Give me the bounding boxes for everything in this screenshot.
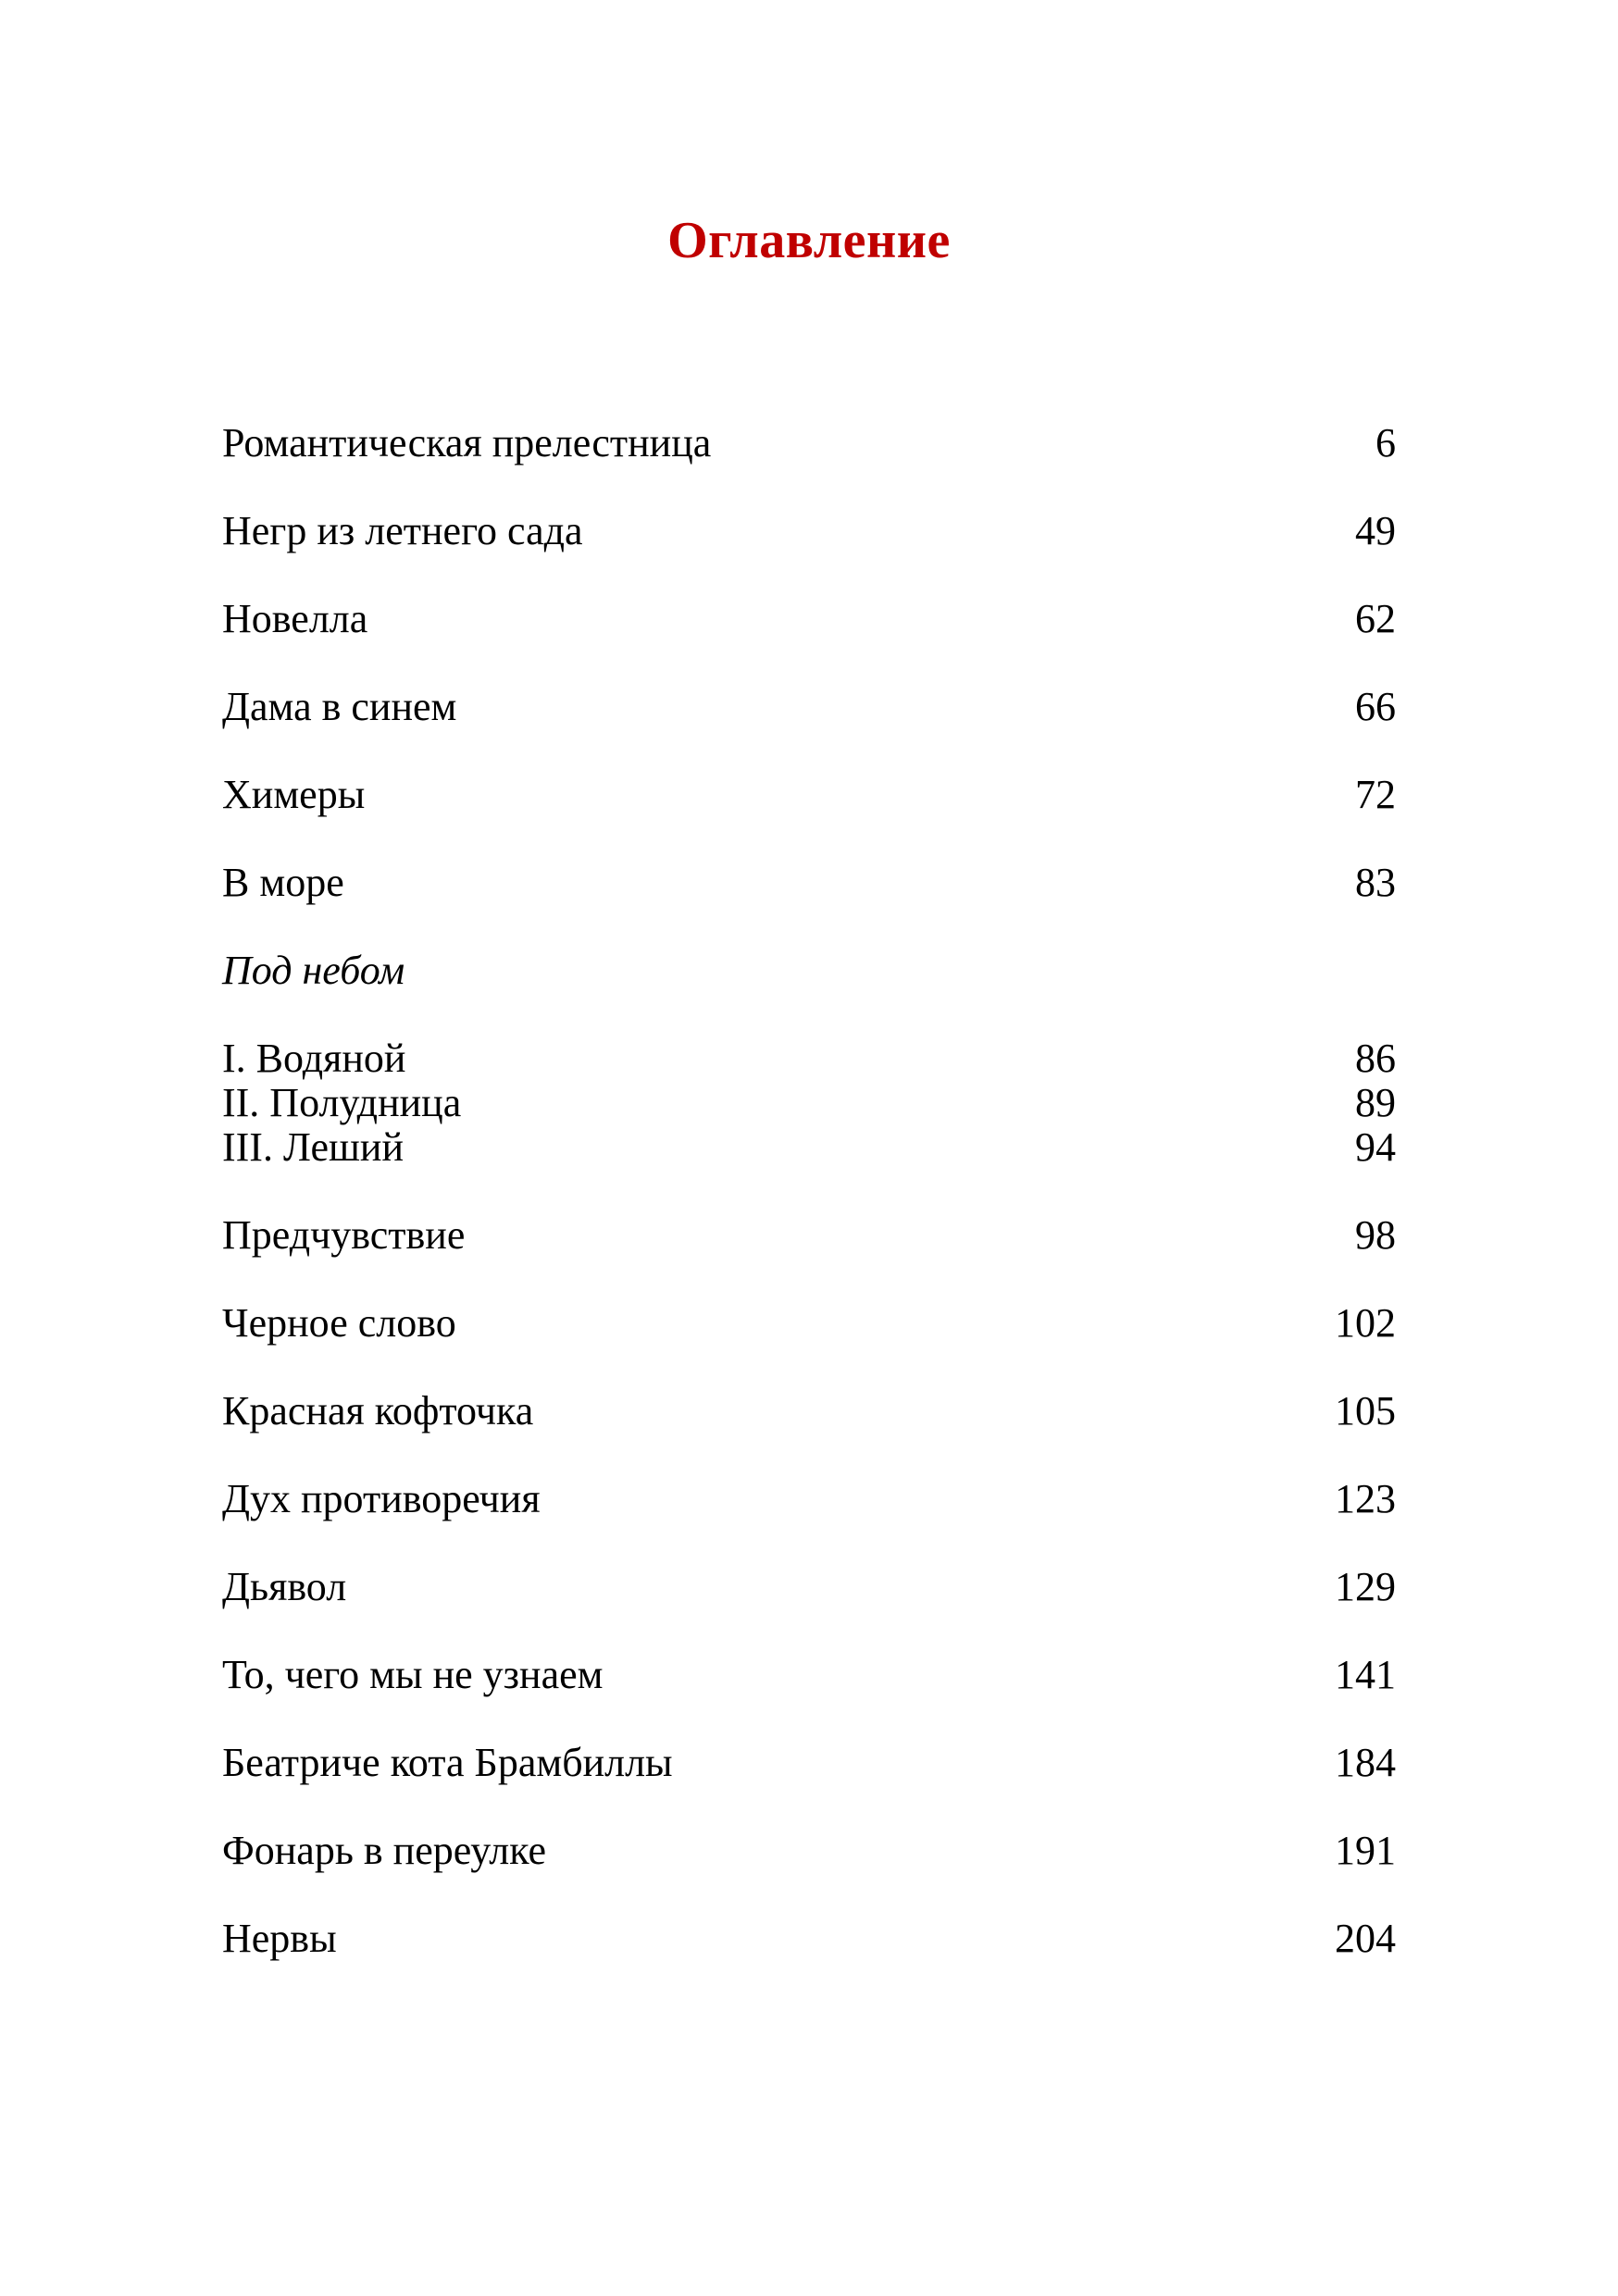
toc-entry-page-number: 72	[1355, 772, 1396, 817]
toc-entry-page-number: 204	[1335, 1916, 1396, 1961]
toc-entry-page-number: 191	[1335, 1828, 1396, 1873]
toc-entry-title: Новелла	[222, 596, 368, 641]
toc-list	[222, 421, 1396, 1961]
page-title: Оглавление	[667, 212, 951, 269]
toc-entry	[222, 421, 1396, 465]
toc-entry	[222, 949, 1396, 993]
toc-entry-page-number: 62	[1355, 596, 1396, 641]
toc-entry-page-number: 49	[1355, 508, 1396, 553]
toc-entry-page-number: 86	[1355, 1036, 1396, 1081]
toc-entry-title: Под небом	[222, 948, 405, 993]
toc-entry-page-number: 98	[1355, 1212, 1396, 1258]
toc-entry	[222, 1389, 1396, 1433]
toc-entry-title: Черное слово	[222, 1300, 456, 1346]
toc-entry	[222, 1036, 1396, 1081]
toc-entry-title: Красная кофточка	[222, 1388, 534, 1433]
toc-entry-page-number: 66	[1355, 684, 1396, 729]
toc-entry-page-number: 94	[1355, 1124, 1396, 1170]
toc-entry-title: Фонарь в переулке	[222, 1828, 547, 1873]
toc-entry-page-number: 89	[1355, 1080, 1396, 1125]
toc-entry	[222, 773, 1396, 817]
toc-entry	[222, 1081, 1396, 1125]
toc-entry-title: В море	[222, 860, 344, 905]
toc-entry-title: III. Леший	[222, 1124, 404, 1170]
toc-entry	[222, 1565, 1396, 1609]
toc-entry	[222, 1125, 1396, 1170]
toc-entry-page-number: 184	[1335, 1740, 1396, 1785]
toc-entry-title: Негр из летнего сада	[222, 508, 583, 553]
toc-entry-page-number: 123	[1335, 1476, 1396, 1521]
toc-entry-title: I. Водяной	[222, 1036, 406, 1081]
toc-entry-title: Беатриче кота Брамбиллы	[222, 1740, 673, 1785]
toc-entry-title: Романтическая прелестница	[222, 420, 712, 465]
toc-entry-title: II. Полудница	[222, 1080, 462, 1125]
toc-entry-page-number: 6	[1375, 420, 1396, 465]
toc-entry	[222, 1213, 1396, 1258]
toc-entry-title: Предчувствие	[222, 1212, 466, 1258]
toc-entry	[222, 1741, 1396, 1785]
toc-entry-page-number: 105	[1335, 1388, 1396, 1433]
toc-entry-title: Дьявол	[222, 1564, 347, 1609]
toc-entry-page-number: 102	[1335, 1300, 1396, 1346]
toc-entry	[222, 1829, 1396, 1873]
toc-entry	[222, 1301, 1396, 1346]
toc-entry-title: Дама в синем	[222, 684, 457, 729]
toc-entry-page-number: 141	[1335, 1652, 1396, 1697]
toc-entry	[222, 1917, 1396, 1961]
toc-entry	[222, 597, 1396, 641]
toc-entry-title: Химеры	[222, 772, 366, 817]
toc-entry	[222, 861, 1396, 905]
toc-entry	[222, 1653, 1396, 1697]
toc-entry-title: То, чего мы не узнаем	[222, 1652, 604, 1697]
toc-entry-page-number: 83	[1355, 860, 1396, 905]
toc-entry	[222, 685, 1396, 729]
toc-entry	[222, 509, 1396, 553]
toc-entry	[222, 1477, 1396, 1521]
toc-entry-page-number: 129	[1335, 1564, 1396, 1609]
toc-entry-title: Дух противоречия	[222, 1476, 541, 1521]
toc-entry-title: Нервы	[222, 1916, 337, 1961]
